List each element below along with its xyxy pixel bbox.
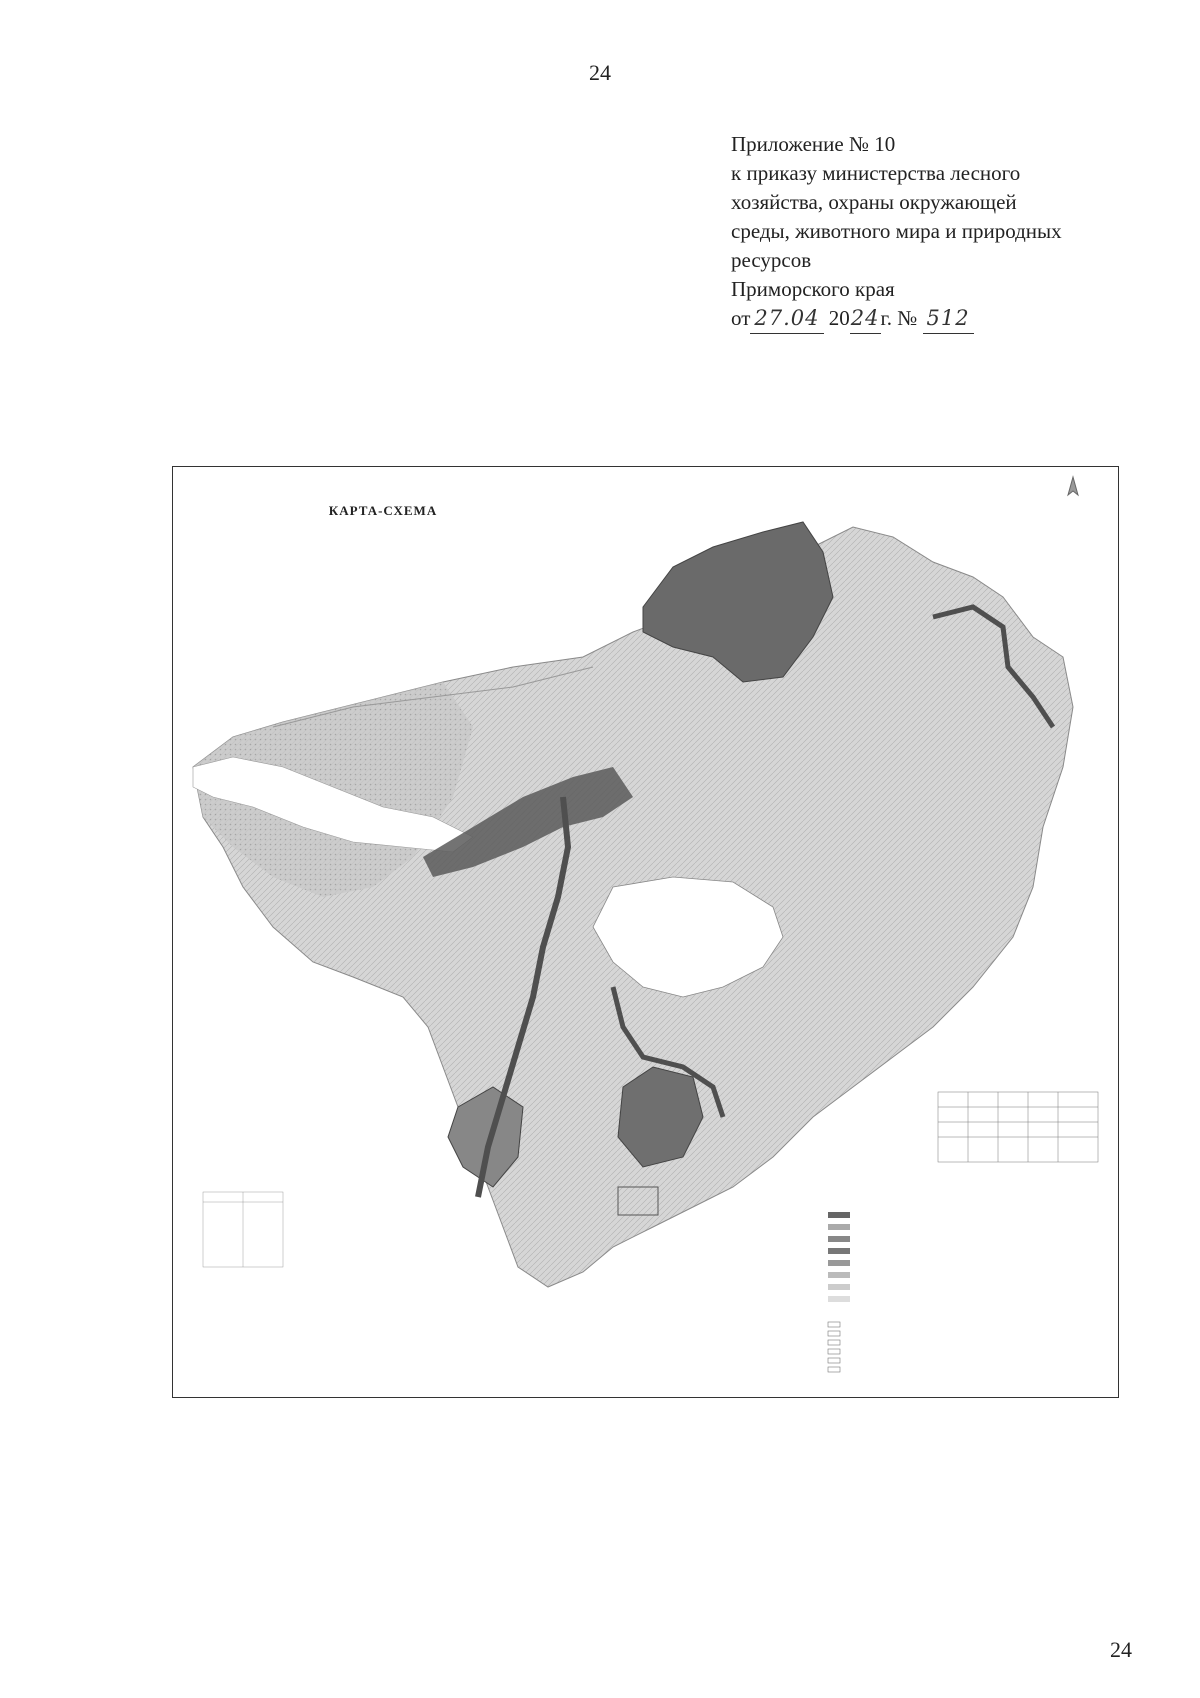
appendix-line: к приказу министерства лесного (731, 161, 1021, 185)
handwritten-year: 24 (850, 304, 881, 334)
north-arrow-icon (1068, 477, 1078, 495)
page-number-top: 24 (589, 60, 611, 85)
handwritten-date: 27.04 (750, 304, 823, 334)
map-header (263, 497, 503, 519)
year-suffix: г. № (880, 306, 918, 330)
appendix-block (731, 130, 1131, 334)
map-scheme (172, 466, 1119, 1398)
appendix-line: Приморского края (731, 277, 895, 301)
order-date-line (731, 304, 1131, 334)
handwritten-order-number: 512 (923, 304, 974, 334)
map-drawing (173, 467, 1118, 1397)
date-prefix: от (731, 306, 751, 330)
year-prefix: 20 (828, 306, 850, 330)
page-number-bottom: 24 (1110, 1637, 1132, 1662)
appendix-line: хозяйства, охраны окружающей (731, 190, 1017, 214)
map-title: КАРТА-СХЕМА (328, 503, 438, 518)
appendix-line: ресурсов (731, 248, 812, 272)
appendix-line: Приложение № 10 (731, 132, 896, 156)
appendix-line: среды, животного мира и природных (731, 219, 1062, 243)
